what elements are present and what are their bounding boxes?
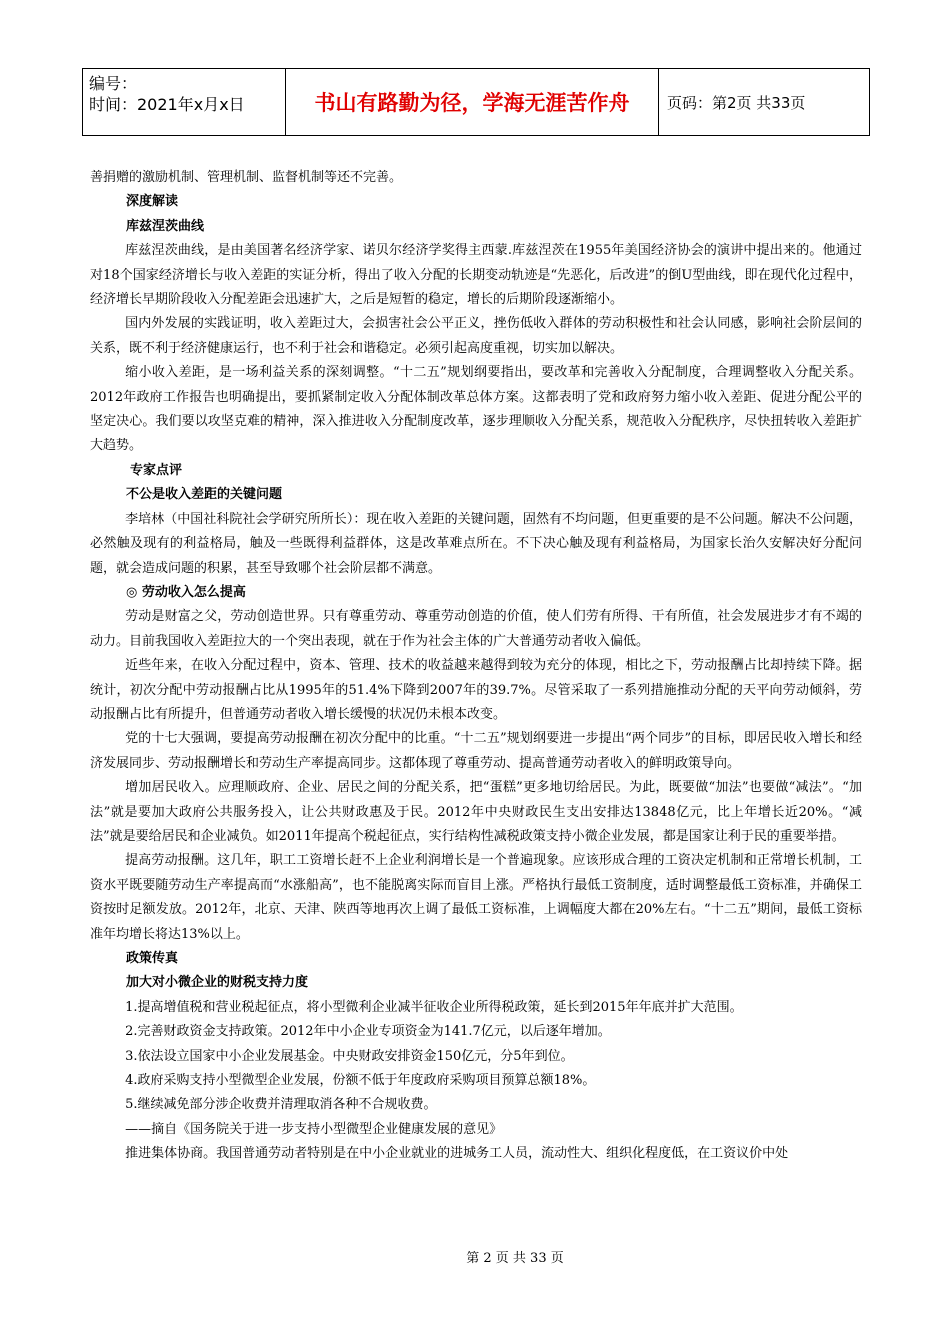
paragraph: 推进集体协商。我国普通劳动者特别是在中小企业就业的进城务工人员，流动性大、组织化程度低，在工资议价中处 [125, 1146, 789, 1162]
subheading: 加大对小微企业的财税支持力度 [126, 975, 309, 991]
paragraph: 党的十七大强调，要提高劳动报酬在初次分配中的比重。“十二五”规划纲要进一步提出“两个同步”的目标，即居民收入增长和经济发展同步、劳动报酬增长和劳动生产率提高同步。这都体现了尊重劳动、提高普通劳动者收入的鲜明政策导向。 [90, 731, 862, 771]
subheading: 不公是收入差距的关键问题 [126, 487, 283, 503]
citation: ——摘自《国务院关于进一步支持小型微型企业健康发展的意见》 [125, 1121, 503, 1137]
paragraph: 缩小收入差距，是一场利益关系的深刻调整。“十二五”规划纲要指出，要改革和完善收入分配制度，合理调整收入分配关系。2012年政府工作报告也明确提出，要抓紧制定收入分配体制改革总体方案。这都表明了党和政府努力缩小收入差距、促进分配公平的坚定决心。我们要以攻坚克难的精神，深入推进收入分配制度改革，逐步理顺收入分配关系，规范收入分配秩序，尽快扭转收入差距扩大趋势。 [90, 365, 862, 454]
paragraph: 国内外发展的实践证明，收入差距过大，会损害社会公平正义，挫伤低收入群体的劳动积极性和社会认同感，影响社会阶层间的关系，既不利于经济健康运行，也不利于社会和谐稳定。必须引起高度重视，切实加以解决。 [90, 316, 862, 356]
number-label: 编号： [89, 74, 138, 93]
header-table [82, 68, 870, 136]
list-item: 3.依法设立国家中小企业发展基金。中央财政安排资金150亿元，分5年到位。 [125, 1048, 574, 1064]
page-info: 页码：第2页 共33页 [667, 93, 806, 112]
section-heading: 深度解读 [126, 194, 179, 210]
page-footer: 第 2 页 共 33 页 [466, 1251, 564, 1266]
paragraph: 近些年来，在收入分配过程中，资本、管理、技术的收益越来越得到较为充分的体现，相比之下，劳动报酬占比却持续下降。据统计，初次分配中劳动报酬占比从1995年的51.4%下降到2007年的39.7%。尽管采取了一系列措施推动分配的天平向劳动倾斜，劳动报酬占比有所提升，但普通劳动者收入增长缓慢的状况仍未根本改变。 [90, 658, 862, 722]
document-body [90, 166, 862, 1167]
section-heading: ◎ 劳动收入怎么提高 [126, 584, 246, 600]
header-meta-cell [83, 69, 286, 135]
paragraph: 善捐赠的激励机制、管理机制、监督机制等还不完善。 [90, 170, 403, 185]
motto: 书山有路勤为径，学海无涯苦作舟 [286, 69, 659, 135]
list-item: 2.完善财政资金支持政策。2012年中小企业专项资金为141.7亿元，以后逐年增加。 [125, 1024, 611, 1040]
paragraph: 劳动是财富之父，劳动创造世界。只有尊重劳动、尊重劳动创造的价值，使人们劳有所得、干有所值，社会发展进步才有不竭的动力。目前我国收入差距拉大的一个突出表现，就在于作为社会主体的广大普通劳动者收入偏低。 [90, 609, 862, 649]
paragraph: 增加居民收入。应理顺政府、企业、居民之间的分配关系，把“蛋糕”更多地切给居民。为此，既要做“加法”也要做“减法”。“加法”就是要加大政府公共服务投入，让公共财政惠及于民。2012年中央财政民生支出安排达13848亿元，比上年增长近20%。“减法”就是要给居民和企业减负。如2011年提高个税起征点，实行结构性减税政策支持小微企业发展，都是国家让利于民的重要举措。 [90, 780, 862, 844]
subheading: 库兹涅茨曲线 [126, 218, 205, 234]
list-item: 1.提高增值税和营业税起征点，将小型微利企业减半征收企业所得税政策，延长到2015年年底并扩大范围。 [125, 999, 743, 1015]
paragraph: 李培林（中国社科院社会学研究所所长）：现在收入差距的关键问题，固然有不均问题，但更重要的是不公问题。解决不公问题，必然触及现有的利益格局，触及一些既得利益群体，这是改革难点所在。不下决心触及现有利益格局，为国家长治久安解决好分配问题，就会造成问题的积累，甚至导致哪个社会阶层都不满意。 [90, 511, 862, 576]
paragraph: 库兹涅茨曲线，是由美国著名经济学家、诺贝尔经济学奖得主西蒙.库兹涅茨在1955年美国经济协会的演讲中提出来的。他通过对18个国家经济增长与收入差距的实证分析，得出了收入分配的长期变动轨迹是“先恶化，后改进”的倒U型曲线，即在现代化过程中，经济增长早期阶段收入分配差距会迅速扩大，之后是短暂的稳定，增长的后期阶段逐渐缩小。 [90, 243, 862, 308]
section-heading: 政策传真 [126, 951, 179, 966]
section-heading: 专家点评 [130, 462, 183, 478]
time-label: 时间：2021年x月x日 [89, 95, 245, 114]
list-item: 5.继续减免部分涉企收费并清理取消各种不合规收费。 [125, 1097, 437, 1113]
list-item: 4.政府采购支持小型微型企业发展，份额不低于年度政府采购项目预算总额18%。 [125, 1073, 596, 1089]
paragraph: 提高劳动报酬。这几年，职工工资增长赶不上企业利润增长是一个普遍现象。应该形成合理的工资决定机制和正常增长机制，工资水平既要随劳动生产率提高而“水涨船高”，也不能脱离实际而盲目上涨。严格执行最低工资制度，适时调整最低工资标准，并确保工资按时足额发放。2012年，北京、天津、陕西等地再次上调了最低工资标准，上调幅度大都在20%左右。“十二五”期间，最低工资标准年均增长将达13%以上。 [90, 853, 862, 942]
